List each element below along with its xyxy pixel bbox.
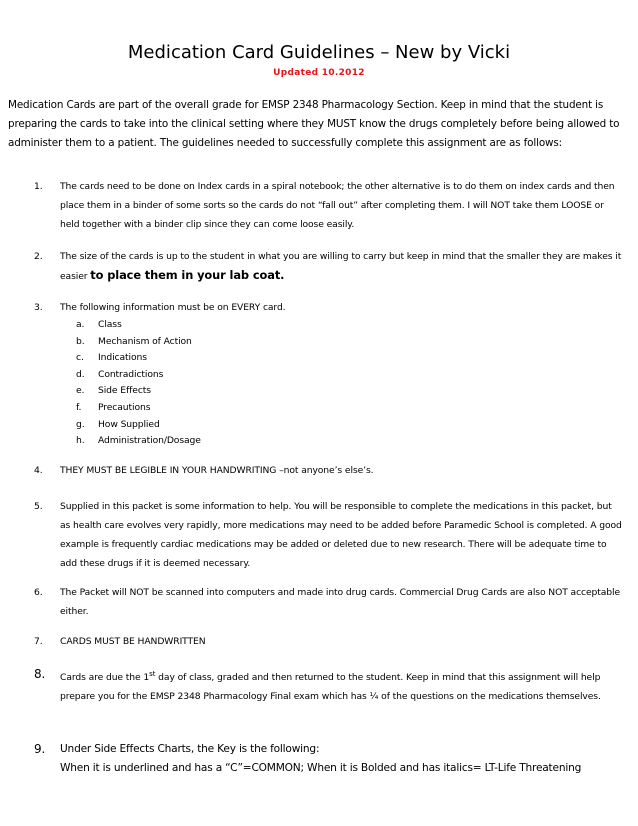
item-number: 3. [34, 302, 43, 313]
item-text [60, 740, 624, 778]
item-number: 9. [34, 742, 46, 756]
sub-item: g. How Supplied [76, 418, 160, 430]
sub-item: a. Class [76, 319, 122, 330]
item-number: 1. [34, 181, 43, 192]
sub-item: c. Indications [76, 352, 147, 364]
list-item-7 [34, 632, 624, 651]
list-item-5 [34, 497, 624, 573]
item-number: 8. [34, 667, 46, 681]
list-item-6 [34, 583, 624, 621]
fraction: ¼ [369, 691, 379, 703]
item-number: 4. [34, 465, 43, 476]
sub-item: h. Administration/Dosage [76, 435, 201, 447]
item-text: CARDS MUST BE HANDWRITTEN [60, 636, 206, 647]
list-item-3 [34, 298, 624, 450]
item-text-plain: The size of the cards is up to the student in what you are willing to carry but keep in mind that the smaller they are makes it easier [60, 251, 622, 282]
item-text: The cards need to be done on Index cards in a spiral notebook; the other alternative is to do them on index cards and then place them in a binder of some sorts so the cards do not “fall out” after completing them. I will NOT take them LOOSE or held together with a binder clip since they can come loose easily. [60, 181, 615, 230]
item-number: 2. [34, 251, 43, 262]
updated-date: Updated 10.2012 [273, 68, 365, 78]
sub-item: d. Contradictions [76, 368, 164, 380]
sub-item: b. Mechanism of Action [76, 335, 192, 347]
item-number: 6. [34, 587, 43, 598]
item-text: The following information must be on EVERY card. [60, 302, 286, 313]
sub-list [76, 317, 624, 450]
item-text: Cards are due the 1st day of class, graded and then returned to the student. Keep in mind that this assignment will help prepare you for the EMSP 2348 Pharmacology Final exam which has ¼ of the questions on the medications themselves. [60, 670, 601, 703]
item-text: THEY MUST BE LEGIBLE IN YOUR HANDWRITING –not anyone’s else’s. [60, 465, 374, 476]
item-text: The Packet will NOT be scanned into computers and made into drug cards. Commercial Drug Cards are also NOT acceptable either. [60, 587, 621, 617]
item-line-1: Under Side Effects Charts, the Key is the following: [60, 743, 320, 755]
item-text-bold: to place them in your lab coat. [90, 268, 285, 282]
intro-paragraph: Medication Cards are part of the overall grade for EMSP 2348 Pharmacology Section. Keep in mind that the student is preparing the cards to take into the clinical setting where they MUST know the drugs completely before being allowed to administer them to a patient. The guidelines needed to successfully complete this assignment are as follows: [8, 99, 620, 149]
list-item-9 [34, 740, 624, 778]
item-line-2: When it is underlined and has a “C”=COMMON; When it is Bolded and has italics= LT-Life Threatening [60, 762, 582, 774]
ordinal-suffix: st [149, 670, 156, 678]
list-item-4 [34, 461, 624, 480]
list-item-2 [34, 247, 624, 286]
item-number: 7. [34, 636, 43, 647]
list-item-8 [34, 665, 624, 706]
sub-item: e. Side Effects [76, 385, 151, 397]
document-title: Medication Card Guidelines – New by Vicki [127, 42, 511, 63]
item-number: 5. [34, 501, 43, 512]
sub-item: f. Precautions [76, 401, 151, 413]
item-text: Supplied in this packet is some information to help. You will be responsible to complete the medications in this packet, but as health care evolves very rapidly, more medications may need to be added before Paramedic School is completed. A good example is frequently cardiac medications may be added or deleted due to new research. There will be adequate time to add these drugs if it is deemed necessary. [60, 501, 622, 569]
list-item-1 [34, 177, 624, 234]
item-text [60, 247, 624, 286]
